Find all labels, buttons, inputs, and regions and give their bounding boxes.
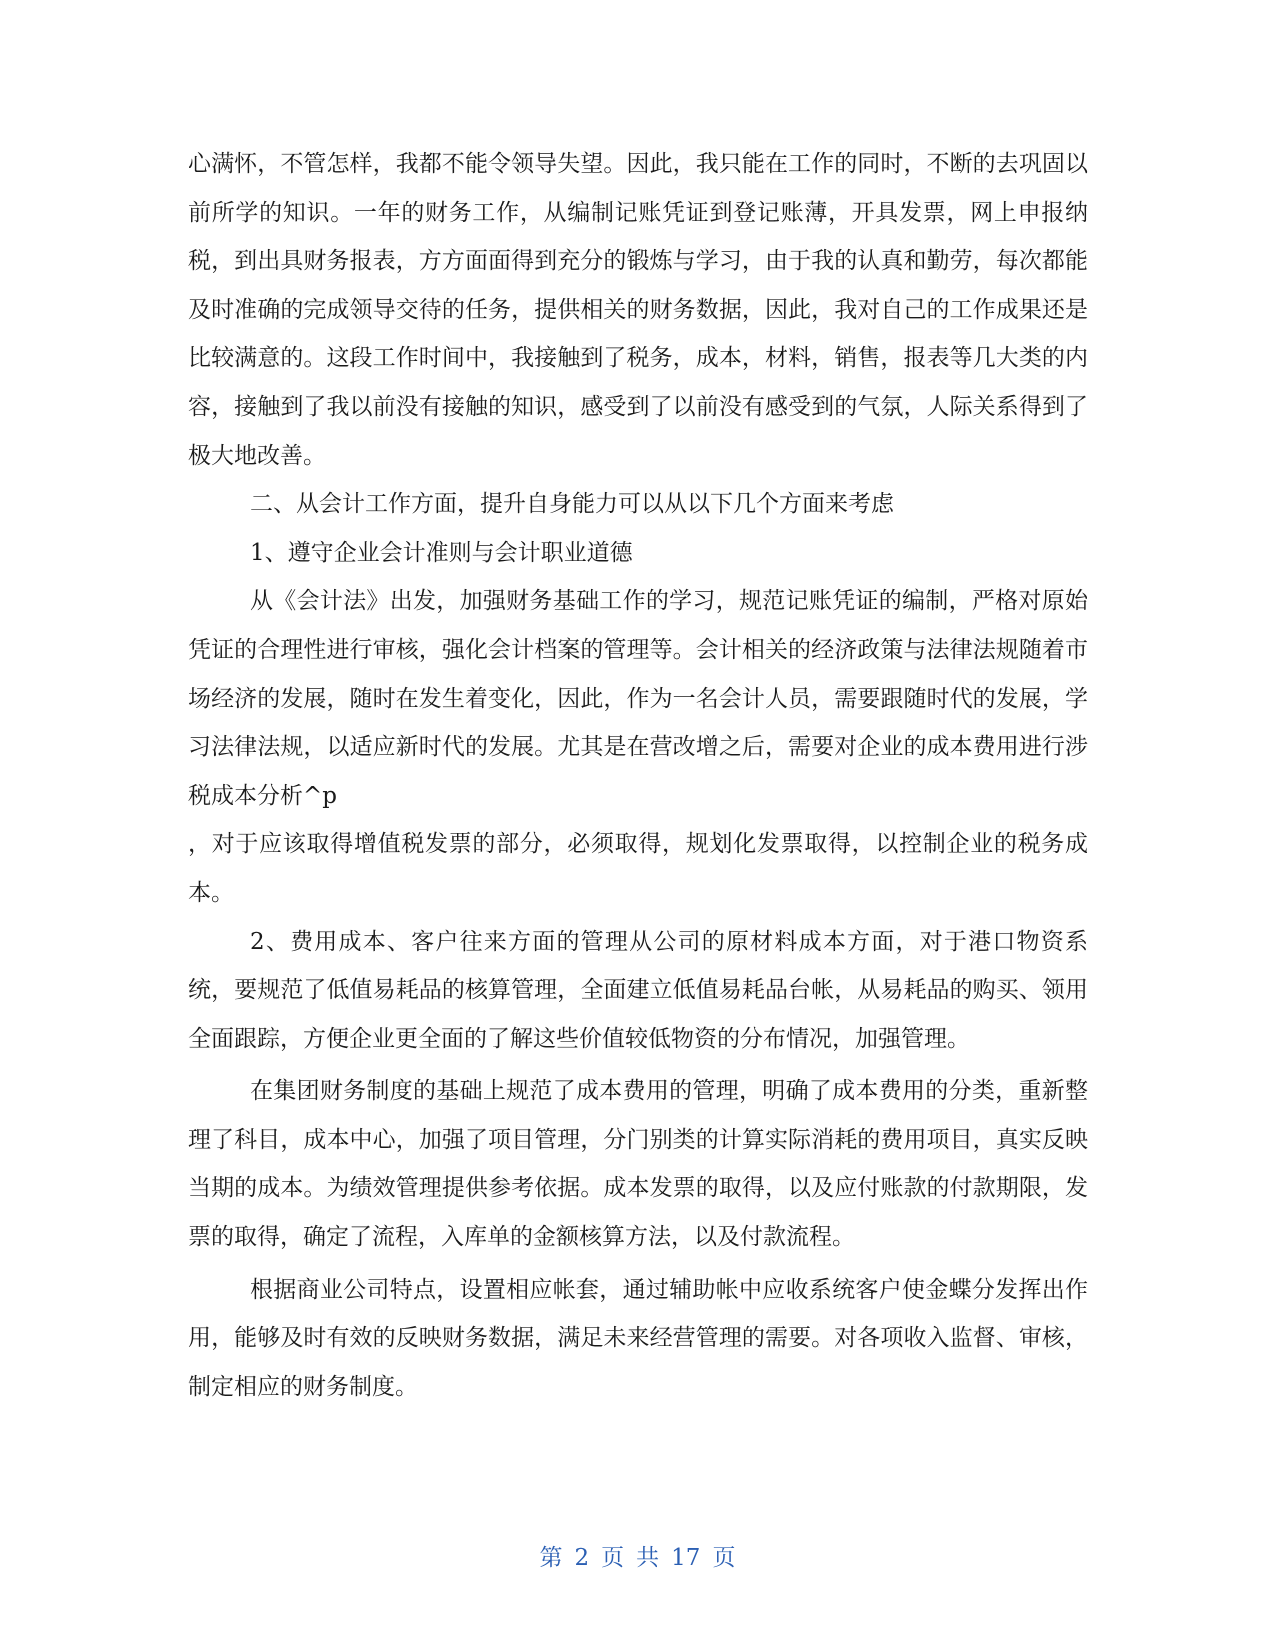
subheading-standards: 1、遵守企业会计准则与会计职业道德 xyxy=(250,539,633,566)
document-body xyxy=(188,140,1088,1411)
paragraph-vat-invoice: ，对于应该取得增值税发票的部分，必须取得，规划化发票取得，以控制企业的税务成本。 xyxy=(188,831,1088,906)
paragraph-continuation: 心满怀，不管怎样，我都不能令领导失望。因此，我只能在工作的同时，不断的去巩固以前所学的知识。一年的财务工作，从编制记账凭证到登记账薄，开具发票，网上申报纳税，到出具财务报表，方方面面得到充分的锻炼与学习，由于我的认真和勤劳，每次都能及时准确的完成领导交待的任务，提供相关的财务数据，因此，我对自己的工作成果还是比较满意的。这段工作时间中，我接触到了税务，成本，材料，销售，报表等几大类的内容，接触到了我以前没有接触的知识，感受到了以前没有感受到的气氛，人际关系得到了极大地改善。 xyxy=(188,151,1088,469)
paragraph-cost-management: 2、费用成本、客户往来方面的管理从公司的原材料成本方面，对于港口物资系统，要规范了低值易耗品的核算管理，全面建立低值易耗品台帐，从易耗品的购买、领用全面跟踪，方便企业更全面的了解这些价值较低物资的分布情况，加强管理。 xyxy=(188,928,1088,1052)
footer-total-label: 共 xyxy=(636,1545,660,1571)
section-heading-accounting: 二、从会计工作方面，提升自身能力可以从以下几个方面来考虑 xyxy=(250,491,894,518)
footer-page-unit: 页 xyxy=(601,1545,625,1571)
footer-page-label: 第 xyxy=(539,1545,563,1571)
footer-total-unit: 页 xyxy=(712,1545,736,1571)
paragraph-accounting-law: 从《会计法》出发，加强财务基础工作的学习，规范记账凭证的编制，严格对原始凭证的合理性进行审核，强化会计档案的管理等。会计相关的经济政策与法律法规随着市场经济的发展，随时在发生着变化，因此，作为一名会计人员，需要跟随时代的发展，学习法律法规，以适应新时代的发展。尤其是在营改增之后，需要对企业的成本费用进行涉税成本分析^p xyxy=(188,588,1088,809)
footer-current-page: 2 xyxy=(574,1545,590,1571)
page-footer xyxy=(0,1539,1275,1572)
footer-total-pages: 17 xyxy=(671,1545,701,1571)
paragraph-commercial-company: 根据商业公司特点，设置相应帐套，通过辅助帐中应收系统客户使金蝶分发挥出作用，能够及时有效的反映财务数据，满足未来经营管理的需要。对各项收入监督、审核，制定相应的财务制度。 xyxy=(188,1276,1088,1400)
paragraph-group-finance: 在集团财务制度的基础上规范了成本费用的管理，明确了成本费用的分类，重新整理了科目，成本中心，加强了项目管理，分门别类的计算实际消耗的费用项目，真实反映当期的成本。为绩效管理提供参考依据。成本发票的取得，以及应付账款的付款期限，发票的取得，确定了流程，入库单的金额核算方法，以及付款流程。 xyxy=(188,1078,1088,1251)
